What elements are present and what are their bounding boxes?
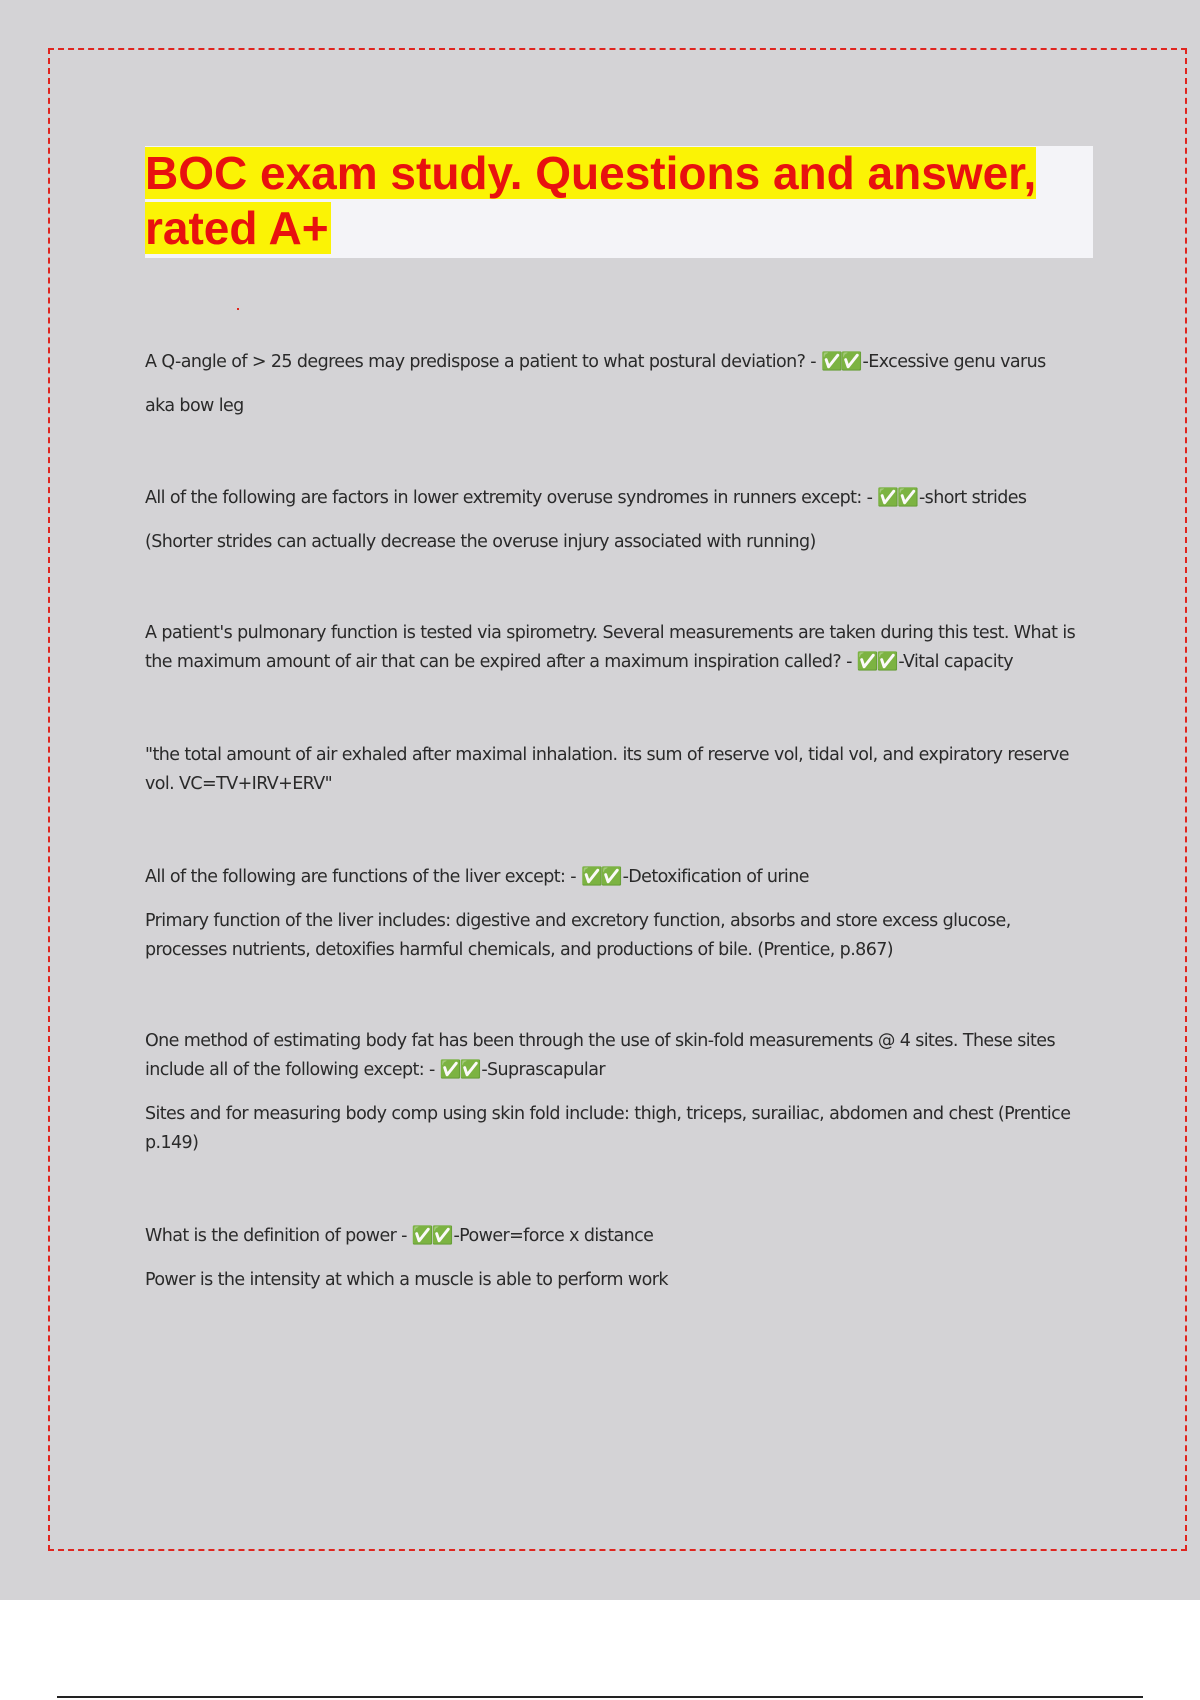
qa-note: (Shorter strides can actually decrease the overuse injury associated with running) [145, 532, 816, 552]
answer-text: -Power=force x distance [453, 1226, 654, 1246]
qa-note: Primary function of the liver includes: digestive and excretory function, absorbs and store excess glucose, processes nutrients, detoxifies harmful chemicals, and productions of bile. (Prentice, p.867) [145, 911, 1011, 960]
answer-text: -Vital capacity [898, 652, 1013, 672]
answer-text: -Suprascapular [481, 1060, 605, 1080]
question-text: A Q-angle of > 25 degrees may predispose a patient to what postural deviation? - [145, 352, 821, 372]
qa-question [145, 348, 1095, 377]
qa-note: aka bow leg [145, 396, 244, 416]
qa-note: Sites and for measuring body comp using skin fold include: thigh, triceps, surailiac, abdomen and chest (Prentice p.149) [145, 1104, 1071, 1153]
qa-question [145, 1222, 1095, 1251]
answer-text: -Detoxification of urine [622, 867, 809, 887]
answer-text: -Excessive genu varus [862, 352, 1046, 372]
qa-list [145, 348, 1095, 1295]
qa-question [145, 484, 1095, 513]
question-text: All of the following are factors in lower extremity overuse syndromes in runners except: - [145, 488, 878, 508]
title-block [145, 146, 1093, 258]
check-icon: ✅✅ [820, 352, 861, 372]
footer-rule [57, 1696, 1143, 1698]
document-title [145, 146, 1093, 256]
check-icon: ✅✅ [439, 1060, 480, 1080]
check-icon: ✅✅ [877, 488, 917, 508]
stray-mark [237, 308, 239, 310]
check-icon: ✅✅ [411, 1226, 452, 1246]
check-icon: ✅✅ [580, 867, 621, 887]
title-highlight: BOC exam study. Questions and answer, rated A+ [145, 147, 1037, 254]
qa-note: Power is the intensity at which a muscle is able to perform work [145, 1270, 668, 1290]
answer-text: -short strides [918, 488, 1027, 508]
qa-question [145, 863, 1095, 892]
question-text: What is the definition of power - [145, 1226, 412, 1246]
check-icon: ✅✅ [856, 652, 897, 672]
question-text: A patient's pulmonary function is tested via spirometry. Several measurements are taken during this test. What is the maximum amount of air that can be expired after a maximum inspiration called? - [145, 623, 1076, 672]
question-text: One method of estimating body fat has been through the use of skin-fold measurements @ 4 sites. These sites include all of the following except: - [145, 1031, 1055, 1080]
qa-question [145, 619, 1095, 677]
question-text: All of the following are functions of the liver except: - [145, 867, 581, 887]
qa-question [145, 1027, 1095, 1085]
qa-note: "the total amount of air exhaled after maximal inhalation. its sum of reserve vol, tidal vol, and expiratory reserve vol. VC=TV+IRV+ERV" [145, 745, 1069, 794]
